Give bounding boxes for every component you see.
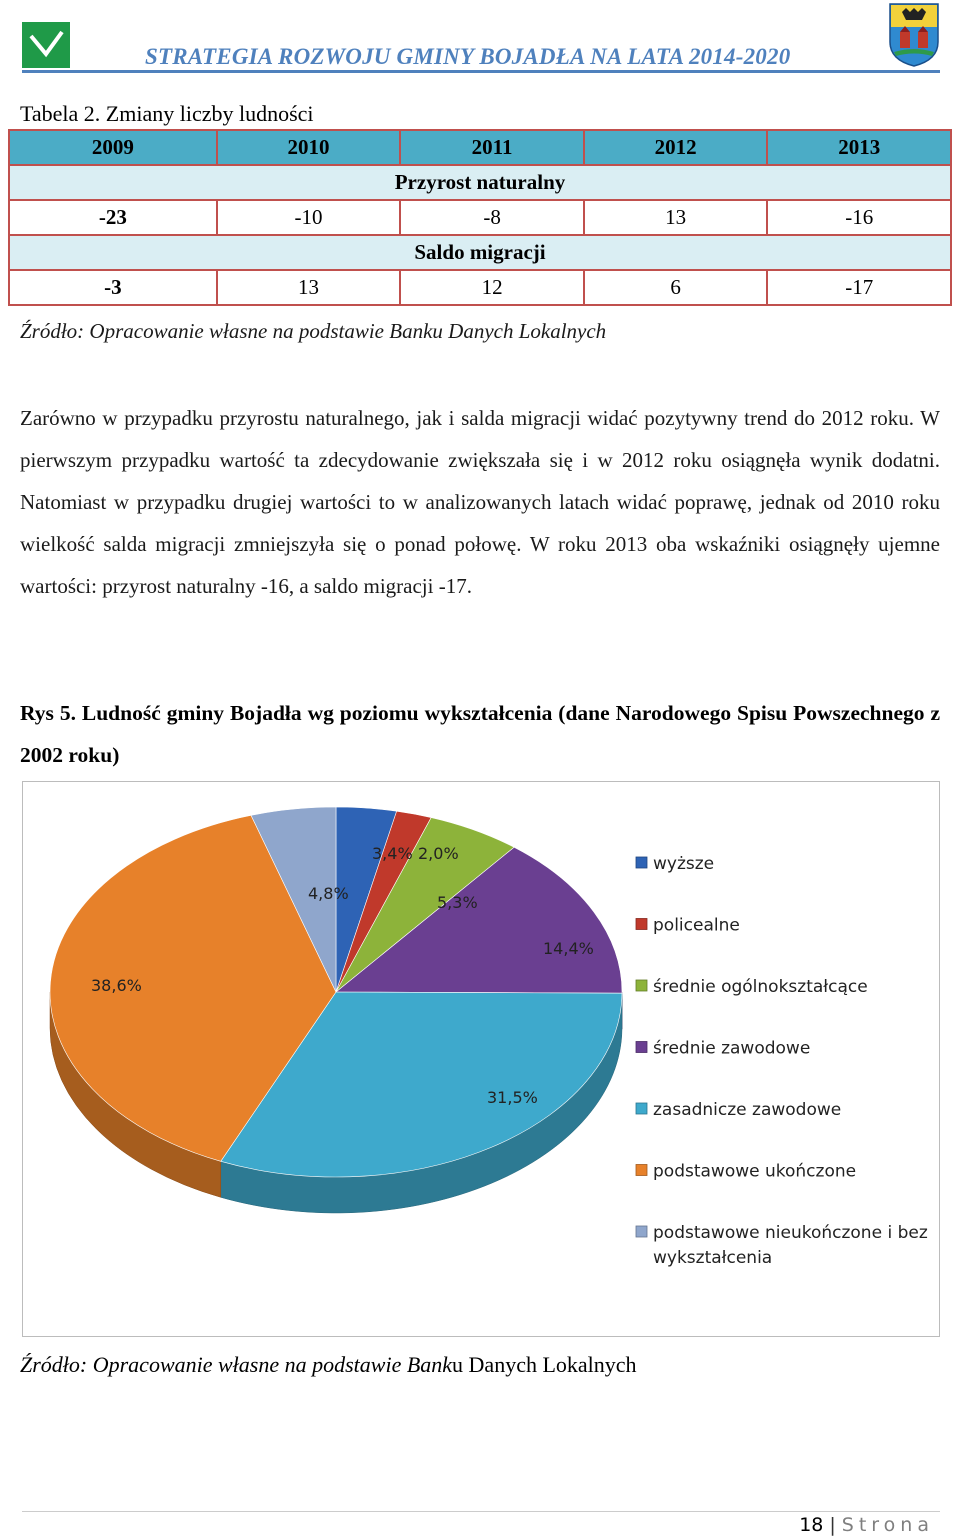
- education-pie-chart: [22, 781, 940, 1337]
- legend-label-5: podstawowe ukończone: [653, 1161, 857, 1182]
- page-footer: [799, 1514, 934, 1536]
- year-cell: 2010: [218, 131, 400, 164]
- value-cell: -23: [10, 201, 216, 234]
- chart-source-italic: Źródło: Opracowanie własne na podstawie Bank: [20, 1352, 453, 1377]
- municipal-crest-icon: [888, 2, 940, 68]
- pie-label-5: 38,6%: [91, 976, 142, 995]
- value-cell: 13: [585, 201, 767, 234]
- value-cell: 13: [218, 271, 400, 304]
- year-cell: 2009: [10, 131, 216, 164]
- value-cell: 12: [401, 271, 583, 304]
- footer-rule: [22, 1511, 940, 1512]
- table-section-row: [10, 236, 950, 269]
- header-rule: [22, 70, 940, 73]
- legend-swatch-2: [636, 980, 647, 991]
- chart-source: [20, 1352, 637, 1378]
- legend-label-4: zasadnicze zawodowe: [653, 1100, 842, 1120]
- pie-label-6: 4,8%: [308, 884, 349, 903]
- table-header-row: [10, 131, 950, 164]
- year-cell: 2013: [768, 131, 950, 164]
- legend-label-6: podstawowe nieukończone i bez wykształcenia: [653, 1223, 928, 1268]
- table-caption: Tabela 2. Zmiany liczby ludności: [20, 101, 314, 126]
- footer-word: Strona: [841, 1514, 934, 1536]
- pie-label-4: 31,5%: [487, 1088, 538, 1107]
- legend-swatch-5: [636, 1165, 647, 1176]
- value-cell: -16: [768, 201, 950, 234]
- year-cell: 2012: [585, 131, 767, 164]
- chart-legend: [636, 854, 928, 1268]
- footer-separator: |: [829, 1514, 836, 1536]
- legend-swatch-6: [636, 1226, 647, 1237]
- table-source: Źródło: Opracowanie własne na podstawie Banku Danych Lokalnych: [20, 319, 607, 343]
- header-title: STRATEGIA ROZWOJU GMINY BOJADŁA NA LATA 2014-2020: [145, 44, 791, 69]
- population-table: [8, 129, 952, 306]
- pie-label-3: 14,4%: [543, 939, 594, 958]
- legend-swatch-1: [636, 919, 647, 930]
- legend-label-3: średnie zawodowe: [653, 1038, 811, 1059]
- chart-source-normal: u Danych Lokalnych: [452, 1352, 637, 1377]
- value-cell: -17: [768, 271, 950, 304]
- section-label: Saldo migracji: [10, 236, 950, 269]
- value-cell: 6: [585, 271, 767, 304]
- table-section-row: [10, 166, 950, 199]
- legend-swatch-3: [636, 1042, 647, 1053]
- legend-label-2: średnie ogólnokształcące: [653, 977, 868, 997]
- legend-label-1: policealne: [653, 915, 740, 936]
- value-cell: -8: [401, 201, 583, 234]
- green-v-logo-icon: [22, 22, 70, 68]
- pie-label-2: 5,3%: [437, 893, 478, 912]
- value-cell: -10: [218, 201, 400, 234]
- year-cell: 2011: [401, 131, 583, 164]
- table-row: [10, 271, 950, 304]
- page-number: 18: [799, 1514, 824, 1536]
- legend-swatch-4: [636, 1103, 647, 1114]
- section-label: Przyrost naturalny: [10, 166, 950, 199]
- legend-swatch-0: [636, 857, 647, 868]
- legend-label-0: wyższe: [653, 854, 715, 874]
- pie-label-0: 3,4%: [372, 844, 413, 863]
- value-cell: -3: [10, 271, 216, 304]
- body-paragraph: Zarówno w przypadku przyrostu naturalnego, jak i salda migracji widać pozytywny trend do 2012 roku. W pierwszym przypadku wartość ta zdecydowanie zwiększała się i w 2012 roku osiągnęła wynik dodatni. Natomiast w przypadku drugiej wartości to w analizowanych latach widać poprawę, jednak od 2010 roku wielkość salda migracji zmniejszyła się o ponad połowę. W roku 2013 oba wskaźniki osiągnęły ujemne wartości: przyrost naturalny -16, a saldo migracji -17.: [20, 406, 940, 598]
- pie-label-1: 2,0%: [418, 844, 459, 863]
- table-row: [10, 201, 950, 234]
- figure-caption: Rys 5. Ludność gminy Bojadła wg poziomu wykształcenia (dane Narodowego Spisu Powszechnego z 2002 roku): [20, 701, 940, 767]
